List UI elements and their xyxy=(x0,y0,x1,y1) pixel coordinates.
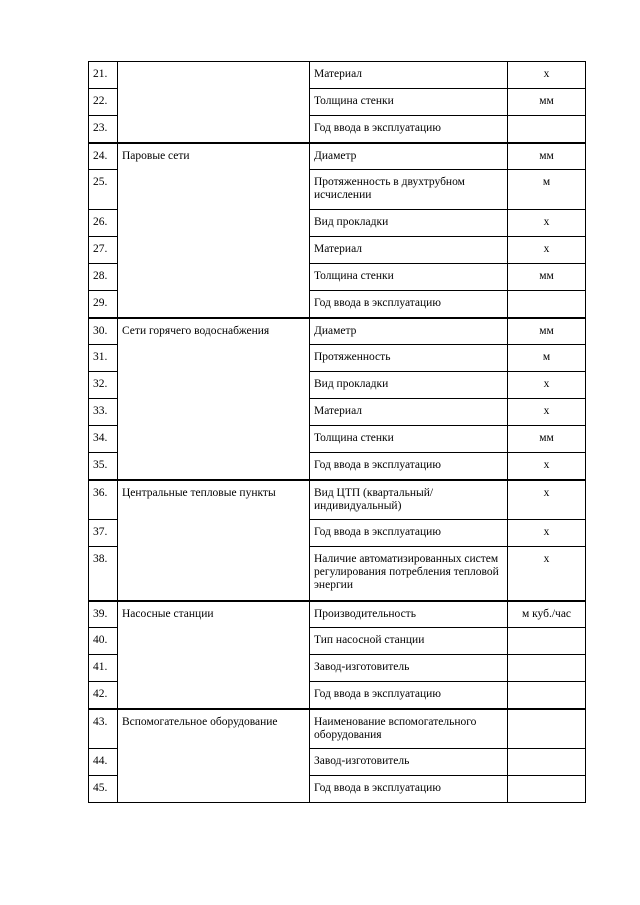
section-name: Сети горячего водоснабжения xyxy=(118,318,310,480)
row-number: 32. xyxy=(89,372,118,399)
row-number: 26. xyxy=(89,210,118,237)
unit-of-measure xyxy=(508,116,586,143)
unit-of-measure xyxy=(508,682,586,709)
row-number: 36. xyxy=(89,480,118,520)
row-number: 42. xyxy=(89,682,118,709)
parameter-name: Толщина стенки xyxy=(310,264,508,291)
row-number: 25. xyxy=(89,170,118,210)
row-number: 43. xyxy=(89,709,118,749)
unit-of-measure: х xyxy=(508,547,586,601)
parameter-name: Толщина стенки xyxy=(310,426,508,453)
unit-of-measure: мм xyxy=(508,264,586,291)
row-number: 39. xyxy=(89,601,118,628)
row-number: 35. xyxy=(89,453,118,480)
section-cell-continued xyxy=(118,62,310,143)
parameter-name: Производительность xyxy=(310,601,508,628)
unit-of-measure: х xyxy=(508,520,586,547)
row-number: 37. xyxy=(89,520,118,547)
row-number: 28. xyxy=(89,264,118,291)
table-row xyxy=(89,601,586,628)
row-number: 21. xyxy=(89,62,118,89)
unit-of-measure: х xyxy=(508,453,586,480)
unit-of-measure xyxy=(508,291,586,318)
section-name: Вспомогательное оборудование xyxy=(118,709,310,803)
row-number: 31. xyxy=(89,345,118,372)
row-number: 22. xyxy=(89,89,118,116)
row-number: 45. xyxy=(89,776,118,803)
unit-of-measure: мм xyxy=(508,318,586,345)
row-number: 27. xyxy=(89,237,118,264)
parameter-name: Год ввода в эксплуатацию xyxy=(310,291,508,318)
parameter-name: Толщина стенки xyxy=(310,89,508,116)
table-row xyxy=(89,318,586,345)
row-number: 29. xyxy=(89,291,118,318)
row-number: 40. xyxy=(89,628,118,655)
parameter-name: Материал xyxy=(310,237,508,264)
parameters-table xyxy=(88,61,586,803)
parameter-name: Диаметр xyxy=(310,318,508,345)
unit-of-measure: х xyxy=(508,372,586,399)
unit-of-measure: м куб./час xyxy=(508,601,586,628)
section-name: Паровые сети xyxy=(118,143,310,318)
section-name: Насосные станции xyxy=(118,601,310,709)
unit-of-measure: мм xyxy=(508,89,586,116)
unit-of-measure: х xyxy=(508,62,586,89)
parameter-name: Протяженность в двухтрубном исчислении xyxy=(310,170,508,210)
parameter-name: Год ввода в эксплуатацию xyxy=(310,520,508,547)
row-number: 23. xyxy=(89,116,118,143)
table-row xyxy=(89,143,586,170)
row-number: 24. xyxy=(89,143,118,170)
parameter-name: Наименование вспомогательного оборудования xyxy=(310,709,508,749)
unit-of-measure: х xyxy=(508,237,586,264)
parameter-name: Протяженность xyxy=(310,345,508,372)
unit-of-measure: х xyxy=(508,399,586,426)
parameter-name: Завод-изготовитель xyxy=(310,655,508,682)
parameter-name: Вид прокладки xyxy=(310,372,508,399)
parameter-name: Материал xyxy=(310,399,508,426)
unit-of-measure xyxy=(508,628,586,655)
unit-of-measure: х xyxy=(508,210,586,237)
parameter-name: Тип насосной станции xyxy=(310,628,508,655)
parameter-name: Год ввода в эксплуатацию xyxy=(310,776,508,803)
row-number: 41. xyxy=(89,655,118,682)
unit-of-measure: мм xyxy=(508,426,586,453)
parameter-name: Вид ЦТП (квартальный/индивидуальный) xyxy=(310,480,508,520)
unit-of-measure: м xyxy=(508,345,586,372)
parameter-name: Наличие автоматизированных систем регулирования потребления тепловой энергии xyxy=(310,547,508,601)
row-number: 44. xyxy=(89,749,118,776)
table-row xyxy=(89,709,586,749)
unit-of-measure: х xyxy=(508,480,586,520)
row-number: 33. xyxy=(89,399,118,426)
unit-of-measure xyxy=(508,749,586,776)
row-number: 38. xyxy=(89,547,118,601)
parameter-name: Год ввода в эксплуатацию xyxy=(310,116,508,143)
table-row xyxy=(89,480,586,520)
section-name: Центральные тепловые пункты xyxy=(118,480,310,601)
parameter-name: Вид прокладки xyxy=(310,210,508,237)
parameter-name: Год ввода в эксплуатацию xyxy=(310,453,508,480)
unit-of-measure xyxy=(508,709,586,749)
parameter-name: Завод-изготовитель xyxy=(310,749,508,776)
unit-of-measure: мм xyxy=(508,143,586,170)
row-number: 34. xyxy=(89,426,118,453)
unit-of-measure xyxy=(508,655,586,682)
table-body xyxy=(89,62,586,803)
parameter-name: Год ввода в эксплуатацию xyxy=(310,682,508,709)
table-row xyxy=(89,62,586,89)
unit-of-measure: м xyxy=(508,170,586,210)
parameter-name: Диаметр xyxy=(310,143,508,170)
parameter-name: Материал xyxy=(310,62,508,89)
row-number: 30. xyxy=(89,318,118,345)
unit-of-measure xyxy=(508,776,586,803)
